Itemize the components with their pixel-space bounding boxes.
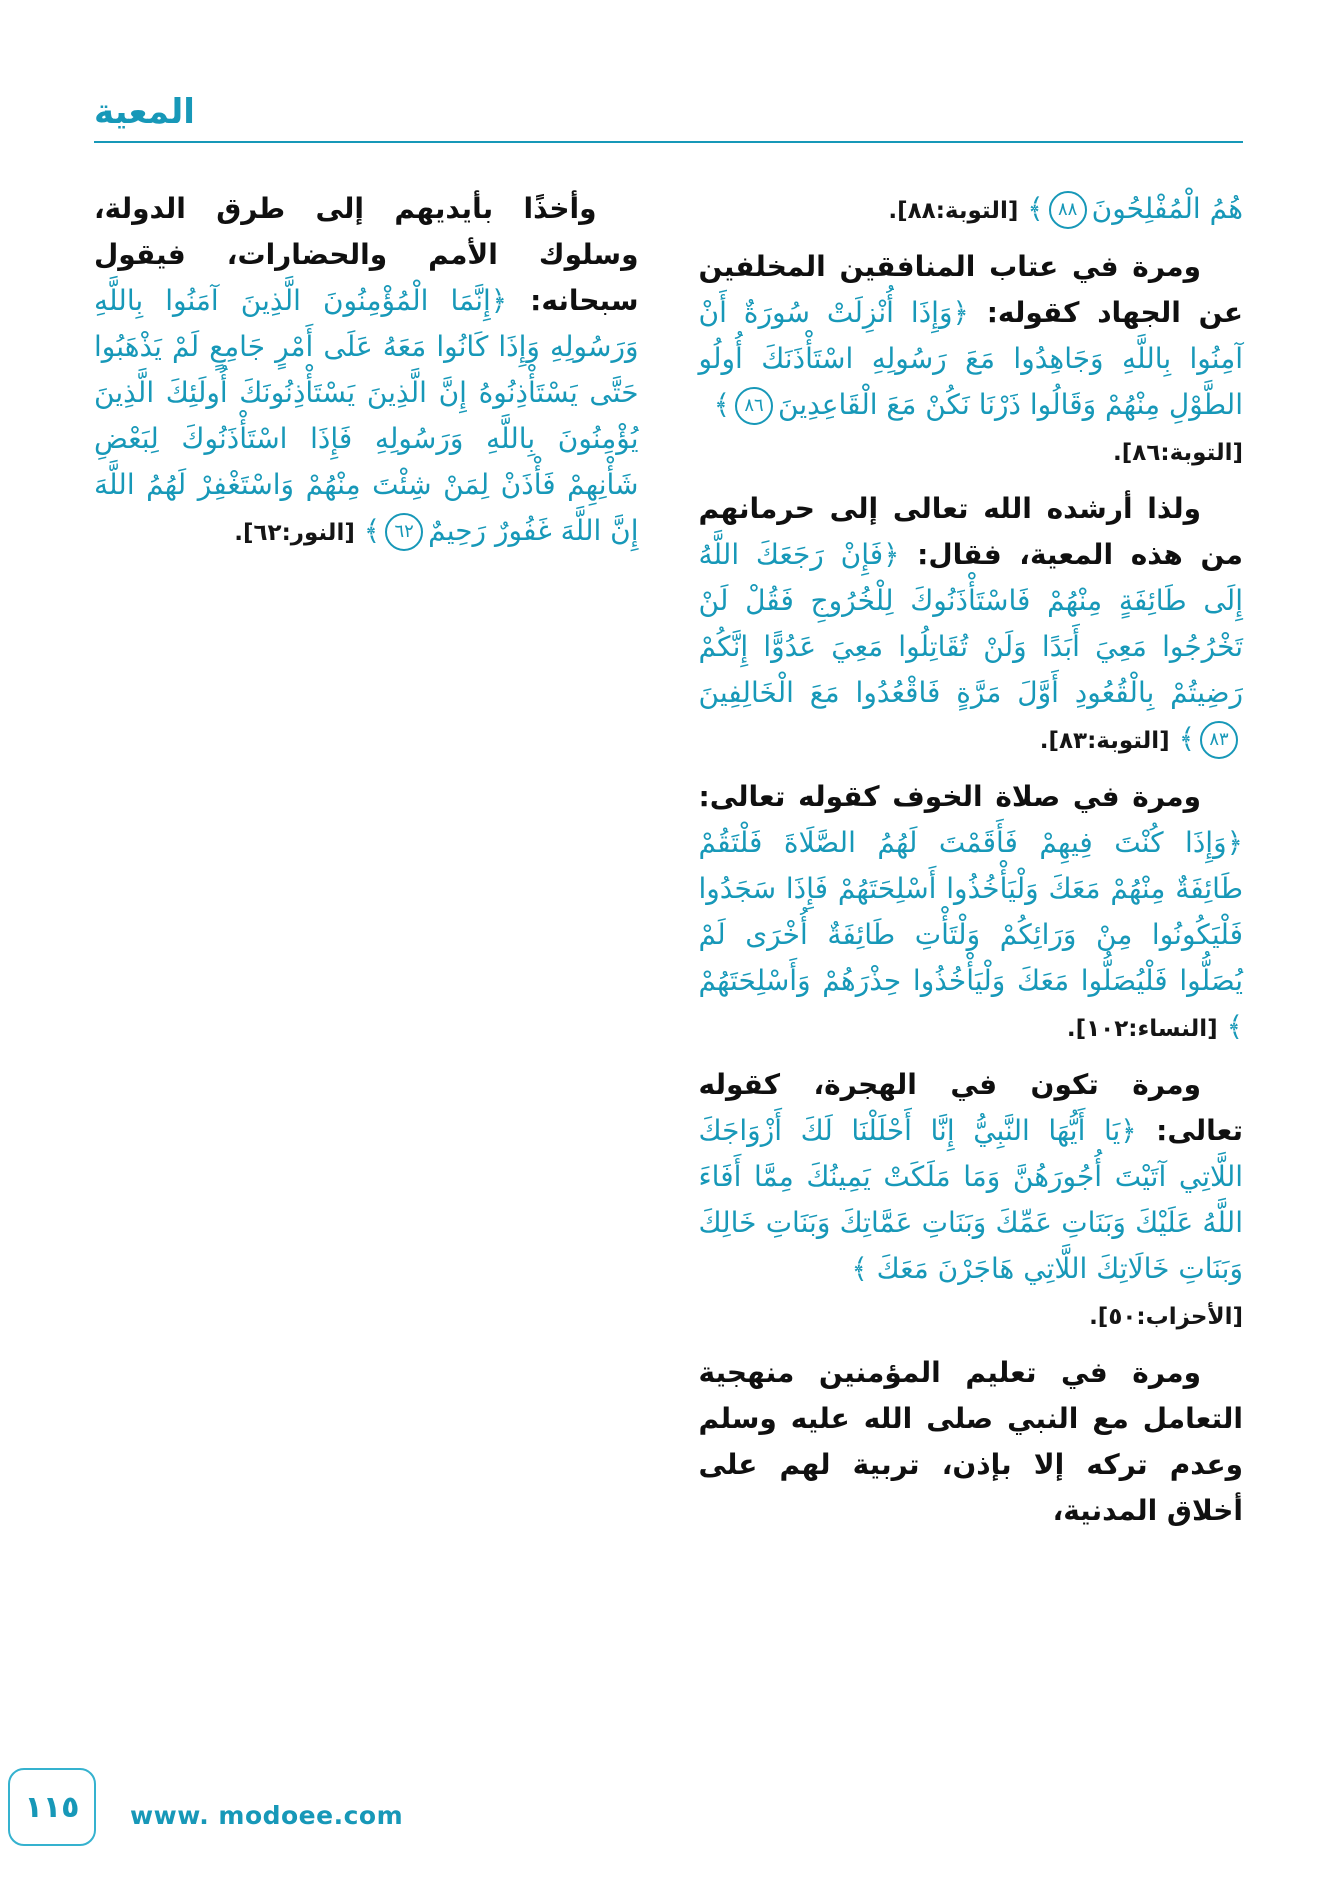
prose-text: ومرة في صلاة الخوف كقوله تعالى:	[698, 780, 1201, 813]
citation: [الأحزاب:٥٠].	[1089, 1304, 1243, 1330]
page-header	[94, 92, 1243, 143]
ayah-number-badge: ٨٣	[1200, 721, 1238, 759]
citation: [التوبة:٨٨].	[888, 198, 1019, 224]
verse-text: ﴿وَإِذَا أُنْزِلَتْ سُورَةٌ أَنْ آمِنُوا بِاللَّهِ وَجَاهِدُوا مَعَ رَسُولِهِ اسْتَأْذَنَكَ أُولُو الطَّوْلِ مِنْهُمْ وَقَالُوا ذَرْنَا نَكُنْ مَعَ الْقَاعِدِينَ	[698, 296, 1243, 421]
paragraph	[699, 1062, 1244, 1340]
prose-text: ومرة تكون في الهجرة، كقوله تعالى:	[698, 1068, 1243, 1147]
column-right	[699, 186, 1244, 1544]
ayah-number-badge: ٨٨	[1049, 191, 1087, 229]
running-head-title: المعية	[94, 92, 195, 132]
paragraph	[699, 1350, 1244, 1534]
paragraph	[699, 486, 1244, 764]
paragraph	[94, 186, 639, 556]
text-columns	[94, 186, 1243, 1544]
paragraph	[699, 774, 1244, 1052]
verse-close-ornament-icon: ﴾	[1178, 722, 1195, 755]
verse-close-ornament-icon: ﴾	[363, 514, 381, 547]
citation: [النور:٦٢].	[234, 520, 355, 546]
citation: [النساء:١٠٢].	[1066, 1016, 1218, 1042]
column-left	[94, 186, 639, 1544]
ayah-number-badge: ٦٢	[385, 513, 423, 551]
ayah-number-badge: ٨٦	[735, 387, 773, 425]
paragraph-verse-continuation	[699, 186, 1244, 234]
page-number: ١١٥	[24, 1789, 80, 1825]
verse-text: ﴿يَا أَيُّهَا النَّبِيُّ إِنَّا أَحْلَلْنَا لَكَ أَزْوَاجَكَ اللَّاتِي آتَيْتَ أُجُورَهُنَّ وَمَا مَلَكَتْ يَمِينُكَ مِمَّا أَفَاءَ اللَّهُ عَلَيْكَ وَبَنَاتِ عَمِّكَ وَبَنَاتِ عَمَّاتِكَ وَبَنَاتِ خَالِكَ وَبَنَاتِ خَالَاتِكَ اللَّاتِي هَاجَرْنَ مَعَكَ ﴾	[698, 1114, 1243, 1285]
verse-text: ﴿وَإِذَا كُنْتَ فِيهِمْ فَأَقَمْتَ لَهُمُ الصَّلَاةَ فَلْتَقُمْ طَائِفَةٌ مِنْهُمْ مَعَكَ وَلْيَأْخُذُوا أَسْلِحَتَهُمْ فَإِذَا سَجَدُوا فَلْيَكُونُوا مِنْ وَرَائِكُمْ وَلْتَأْتِ طَائِفَةٌ أُخْرَى لَمْ يُصَلُّوا فَلْيُصَلُّوا مَعَكَ وَلْيَأْخُذُوا حِذْرَهُمْ وَأَسْلِحَتَهُمْ ﴾	[698, 826, 1243, 1043]
prose-text: ومرة في تعليم المؤمنين منهجية التعامل مع النبي صلى الله عليه وسلم وعدم تركه إلا بإذن، تربية لهم على أخلاق المدنية،	[698, 1356, 1243, 1527]
header-rule	[94, 141, 1243, 143]
verse-text: ﴿إِنَّمَا الْمُؤْمِنُونَ الَّذِينَ آمَنُوا بِاللَّهِ وَرَسُولِهِ وَإِذَا كَانُوا مَعَهُ عَلَى أَمْرٍ جَامِعٍ لَمْ يَذْهَبُوا حَتَّى يَسْتَأْذِنُوهُ إِنَّ الَّذِينَ يَسْتَأْذِنُونَكَ أُولَئِكَ الَّذِينَ يُؤْمِنُونَ بِاللَّهِ وَرَسُولِهِ فَإِذَا اسْتَأْذَنُوكَ لِبَعْضِ شَأْنِهِمْ فَأْذَنْ لِمَنْ شِئْتَ مِنْهُمْ وَاسْتَغْفِرْ لَهُمُ اللَّهَ إِنَّ اللَّهَ غَفُورٌ رَحِيمٌ	[94, 284, 639, 547]
prose-text: وأخذًا بأيديهم إلى طرق الدولة، وسلوك الأمم والحضارات، فيقول سبحانه:	[94, 192, 639, 317]
verse-text: ﴿فَإِنْ رَجَعَكَ اللَّهُ إِلَى طَائِفَةٍ مِنْهُمْ فَاسْتَأْذَنُوكَ لِلْخُرُوجِ فَقُلْ لَنْ تَخْرُجُوا مَعِيَ أَبَدًا وَلَنْ تُقَاتِلُوا مَعِيَ عَدُوًّا إِنَّكُمْ رَضِيتُمْ بِالْقُعُودِ أَوَّلَ مَرَّةٍ فَاقْعُدُوا مَعَ الْخَالِفِينَ	[698, 538, 1243, 709]
citation: [التوبة:٨٦].	[1113, 440, 1243, 466]
citation: [التوبة:٨٣].	[1039, 728, 1170, 754]
verse-text: هُمُ الْمُفْلِحُونَ	[1091, 192, 1243, 225]
page-number-tab	[8, 1768, 96, 1846]
prose-text: ولذا أرشده الله تعالى إلى حرمانهم من هذه المعية، فقال:	[698, 492, 1243, 571]
prose-text: ومرة في عتاب المنافقين المخلفين عن الجهاد كقوله:	[698, 250, 1243, 329]
paragraph	[699, 244, 1244, 476]
verse-close-ornament-icon: ﴾	[1027, 192, 1044, 225]
website-link[interactable]: www. modoee.com	[130, 1801, 404, 1830]
verse-close-ornament-icon: ﴾	[713, 388, 730, 421]
